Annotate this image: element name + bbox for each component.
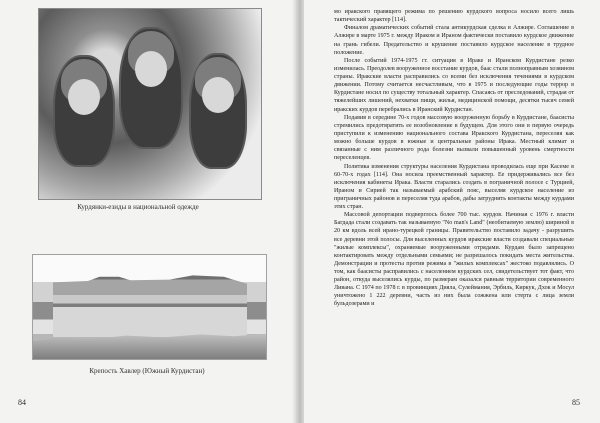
left-page: [0, 0, 296, 423]
face: [202, 77, 234, 113]
paragraph-6: Массовой депортации подверглось более 700 тыс. курдов. Начиная с 1976 г. власти Багдада стали создавать так называемую "No man's Land" (необитаемую землю) шириной в 20 км вдоль всей ирано-турецкой границы. Правительство поставило задачу - разрушить все деревни этой полосы. Для выселенных курдов иракские власти создавали специальные "жилые комплексы", охраняемые вооруженными отрядами. Курдам было запрещено контактировать между отдельными семьями; не разрешалось покидать места жительства. Демонстрации и протесты против режима в "жилых комплексах" жестоко подавлялись. О том, как баасисты расправились с населением курдских сел, свидетельствует тот факт, что район, откуда выселялись курды, по размерам оказался равным территории современного Ливана. С 1974 по 1978 г. в провинциях Дияла, Сулеймания, Эрбиль, Киркук, Дхок и Мосул уничтожено 1 222 деревни, часть из них была сожжена или стерта с лица земли бульдозерами и: [334, 212, 574, 308]
fortress-walls: [53, 267, 247, 337]
photo-hawler-fortress: [32, 254, 267, 360]
face: [68, 79, 100, 115]
paragraph-1: мо иракского правящего режима по решению курдского вопроса носило всего лишь тактический характер [114].: [334, 9, 574, 24]
paragraph-3: После событий 1974-1975 гг. ситуация в Ираке и Иранском Курдистане резко изменилась. Преодолев вооруженное восстание курдов, баас стали полноправным хозяином страны. Иракские власти расправились со всеми без исключения течениями в курдском движении. Потому считается несчастливым, что в 1975 и последующие годы террор в Курдистане носил по существу тотальный характер. Спасаясь от преследований, страдая от тяжелейших лишений, нехватки пищи, жилья, медицинской помощи, десятки тысяч семей иракских курдов перебрались в Иранский Курдистан.: [334, 57, 574, 113]
woman-left: [53, 55, 115, 167]
right-page: [304, 0, 600, 423]
photo-kurdish-women: [38, 8, 262, 200]
top-photo-caption: Курдянки-езиды в национальной одежде: [77, 203, 199, 211]
body-text: [334, 8, 574, 400]
bottom-photo-caption: Крепость Хавлер (Южный Курдистан): [89, 367, 205, 375]
paragraph-4: Подавив в середине 70-х годов массовую вооруженную борьбу в Курдистане, баасисты стремились предотвратить ее возобновление в будущем. Для этого они в первую очередь приступили к изменению национального состава Иракского Курдистана, переселяя как можно больше курдов в южные и центральные районы Ирака. Местный климат и связанные с ним различного рода болезни вызвали повышенный уровень смертности переселенцев.: [334, 114, 574, 162]
page-number-left: 84: [18, 398, 26, 407]
paragraph-5: Политика изменения структуры населения Курдистана проводилась еще при Касеме в 60-70-х годах [114]. Она носила преемственный характер. Ее придерживались все без исключения кабинеты Ирака. Власти старались создать в пограничной полосе с Турцией, Ираном и Сирией так называемый арабский пояс, выселяя курдское население из приграничных районов и переселяя туда арабов, дабы затруднить контакты между курдами этих стран.: [334, 163, 574, 210]
page-number-right: 85: [572, 398, 580, 407]
face: [135, 51, 167, 87]
paragraph-2: Финалом драматических событий стала антикурдская сделка в Алжире. Соглашение в Алжире в марте 1975 г. между Ираком и Ираном фактически поставило курдское движение на грань гибели. Предательство и крушение поставило курдское население в трудное положение.: [334, 25, 574, 56]
woman-right: [189, 53, 247, 169]
woman-middle: [119, 27, 183, 149]
